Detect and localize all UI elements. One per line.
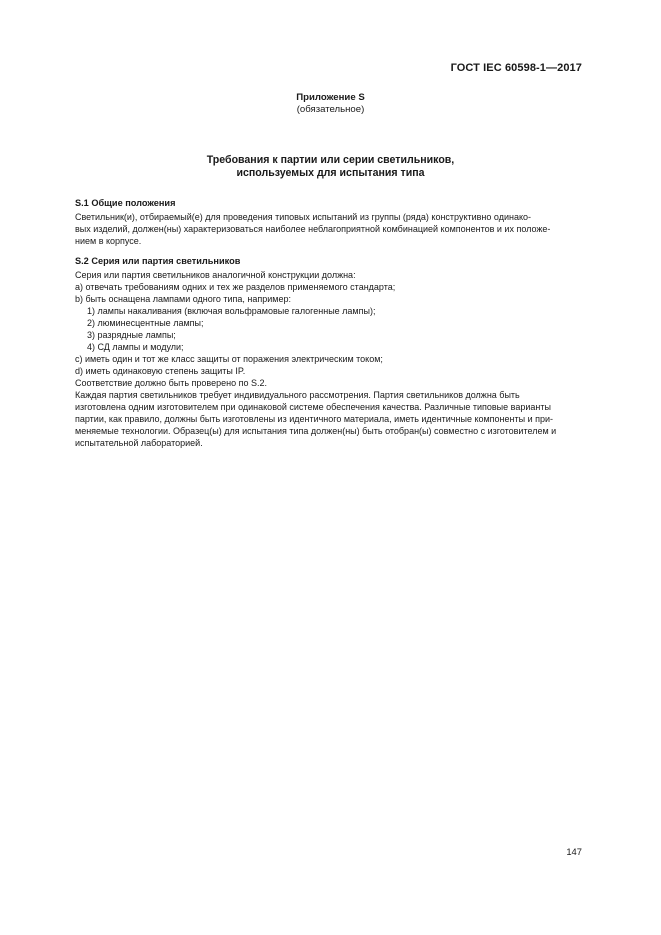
list-subitem: 2) люминесцентные лампы;: [87, 318, 204, 328]
paragraph-line: изготовлена одним изготовителем при одинаковой системе обеспечения качества. Различные типовые варианты: [75, 402, 551, 412]
list-subitem: 4) СД лампы и модули;: [87, 342, 184, 352]
paragraph-line: Светильник(и), отбираемый(е) для проведения типовых испытаний из группы (ряда) конструктивно одинако-: [75, 212, 531, 222]
section-s1-heading: S.1 Общие положения: [75, 198, 176, 208]
annex-status: (обязательное): [296, 104, 365, 115]
list-item: с) иметь один и тот же класс защиты от поражения электрическим током;: [75, 354, 383, 364]
paragraph-line: вых изделий, должен(ны) характеризоваться наиболее неблагоприятной комбинацией компонентов и их положе-: [75, 224, 551, 234]
section-s2-text: [75, 269, 583, 449]
annex-main-title: [0, 154, 661, 180]
compliance-note: Соответствие должно быть проверено по S.2.: [75, 378, 267, 388]
annex-title: Приложение S: [296, 92, 365, 103]
section-s1-text: [75, 211, 583, 247]
list-subitem: 1) лампы накаливания (включая вольфрамовые галогенные лампы);: [87, 306, 376, 316]
page-number: 147: [566, 846, 582, 857]
paragraph-line: Каждая партия светильников требует индивидуального рассмотрения. Партия светильников должна быть: [75, 390, 520, 400]
paragraph-line: меняемые технологии. Образец(ы) для испытания типа должен(ны) быть отобран(ы) совместно с изготовителем и: [75, 426, 557, 436]
list-subitem: 3) разрядные лампы;: [87, 330, 176, 340]
main-title-line-1: Требования к партии или серии светильников,: [206, 154, 455, 166]
list-item: b) быть оснащена лампами одного типа, например:: [75, 294, 291, 304]
section-s2-intro: Серия или партия светильников аналогичной конструкции должна:: [75, 270, 356, 280]
list-item: а) отвечать требованиям одних и тех же разделов применяемого стандарта;: [75, 282, 396, 292]
section-s2-heading: S.2 Серия или партия светильников: [75, 256, 241, 266]
standard-designation: ГОСТ IEC 60598-1—2017: [450, 62, 582, 74]
document-body: [75, 197, 583, 449]
annex-block: [0, 92, 661, 116]
paragraph-line: партии, как правило, должны быть изготовлены из идентичного материала, иметь идентичные компоненты и при-: [75, 414, 554, 424]
main-title-line-2: используемых для испытания типа: [236, 167, 425, 179]
list-item: d) иметь одинаковую степень защиты IP.: [75, 366, 246, 376]
paragraph-line: нием в корпусе.: [75, 236, 142, 246]
paragraph-line: испытательной лабораторией.: [75, 438, 203, 448]
